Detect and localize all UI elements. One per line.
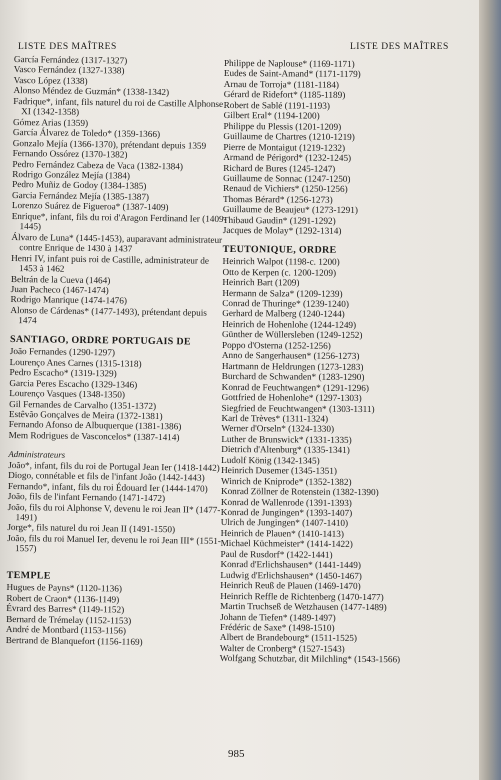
- right-column: [220, 58, 474, 666]
- list-entry: Albert de Brandebourg* (1511-1525): [219, 632, 358, 644]
- santiago-entries: [9, 346, 225, 443]
- list-entry: Gonzalo Mejía (1366-1370), prétendant depuis 1359: [12, 137, 207, 151]
- list-entry: Armand de Périgord* (1232-1245): [223, 152, 352, 163]
- list-entry: Thomas Bérard* (1256-1273): [222, 193, 333, 205]
- list-entry: Richard de Bures (1245-1247): [223, 162, 336, 174]
- list-entry: Philippe du Plessis (1201-1209): [223, 120, 342, 132]
- list-entry: Arnau de Torroja* (1181-1184): [223, 78, 339, 90]
- list-entry: Eudes de Saint-Amand* (1171-1179): [223, 68, 361, 80]
- list-entry: Fernando Ossórez (1370-1382): [12, 148, 128, 160]
- page-number: 985: [228, 748, 245, 760]
- list-entry: Guillaume de Chartres (1210-1219): [223, 131, 355, 143]
- list-entry: García Fernández (1317-1327): [13, 54, 128, 66]
- list-entry: Guillaume de Beaujeu* (1273-1291): [222, 204, 358, 216]
- list-entry: Bertrand de Blanquefort (1156-1169): [5, 634, 143, 647]
- temple-entries: [6, 582, 222, 648]
- list-entry: João, fils du roi Alphonse V, devenu le roi Jean II* (1477-1491): [7, 501, 221, 523]
- list-entry: Jacques de Molay* (1292-1314): [222, 225, 342, 237]
- list-entry: Walter de Cronberg* (1527-1543): [219, 642, 345, 654]
- list-entry: Vasco López (1338): [13, 74, 88, 86]
- list-entry: Jorge*, fils naturel du roi Jean II (1491-1550): [7, 522, 176, 535]
- right-top-entries: [223, 58, 474, 237]
- list-entry: João*, infant, fils du roi de Portugal Jean Ier (1418-1442): [8, 459, 220, 473]
- list-entry: Renaud de Vichiers* (1250-1256): [223, 183, 348, 195]
- list-entry: Konrad de Feuchtwangen* (1291-1296): [221, 381, 369, 393]
- list-entry: Bernard de Trémelay (1152-1153): [6, 613, 132, 626]
- list-entry: Luther de Brunswick* (1331-1335): [221, 433, 352, 445]
- list-entry: Thibaud Gaudin* (1291-1292): [222, 214, 336, 226]
- list-entry: Heinrich Dusemer (1345-1351): [221, 465, 337, 477]
- list-entry: Lourenço Anes Carnes (1315-1318): [9, 356, 142, 369]
- list-entry: Enrique*, infant, fils du roi d'Aragon Ferdinand Ier (1409-1445): [11, 210, 227, 232]
- left-top-entries: [10, 54, 229, 329]
- list-entry: Anno de Sangerhausen* (1256-1273): [221, 350, 360, 362]
- list-entry: Pedro Fernández Cabeza de Vaca (1382-1384): [12, 158, 184, 171]
- list-entry: Évrard des Barres* (1149-1152): [6, 603, 125, 615]
- list-entry: Konrad de Jungingen* (1393-1407): [220, 507, 353, 518]
- list-entry: Conrad de Thuringe* (1239-1240): [222, 297, 349, 309]
- list-entry: Lourenço Vasques (1348-1350): [9, 388, 125, 400]
- list-entry: Dietrich d'Altenburg* (1335-1341): [221, 444, 350, 456]
- list-entry: Alonso Méndez de Guzmán* (1338-1342): [13, 85, 170, 98]
- list-entry: Fernando Afonso de Albuquerque (1381-1386): [8, 419, 182, 432]
- list-entry: Günther de Wüllersleben (1249-1252): [222, 329, 363, 341]
- list-entry: Álvaro de Luna* (1445-1453), auparavant administrateur contre Enrique de 1430 à 1437: [11, 231, 223, 254]
- left-column: [6, 54, 229, 648]
- list-entry: Juan Pacheco (1467-1474): [10, 283, 109, 296]
- list-entry: João Fernandes (1290-1297): [9, 346, 116, 358]
- list-entry: Gottfried de Hohenlohe* (1297-1303): [221, 392, 362, 404]
- list-entry: Henri IV, infant puis roi de Castille, administrateur de 1453 à 1462: [11, 252, 210, 274]
- list-entry: Heinrich de Hohenlohe (1244-1249): [222, 318, 357, 330]
- book-edge: [479, 0, 501, 780]
- list-entry: Garcia Peres Escacho (1329-1346): [9, 377, 138, 390]
- section-title-santiago: SANTIAGO, ORDRE PORTUGAIS DE: [9, 333, 191, 348]
- list-entry: Hartmann de Heldrungen (1273-1283): [221, 360, 364, 372]
- list-entry: Gerhard de Malberg (1240-1244): [222, 308, 345, 320]
- list-entry: Pierre de Montaigut (1219-1232): [223, 141, 346, 153]
- list-entry: Gómez Arias (1359): [12, 116, 89, 128]
- administrators-heading: Administrateurs: [8, 449, 66, 461]
- list-entry: Hugues de Payns* (1120-1136): [6, 582, 123, 594]
- list-entry: Heinrich Bart (1209): [222, 277, 300, 288]
- list-entry: Siegfried de Feuchtwangen* (1303-1311): [221, 402, 375, 414]
- list-entry: Konrad de Wallenrode (1391-1393): [220, 496, 352, 508]
- list-entry: García Álvarez de Toledo* (1359-1366): [12, 127, 161, 140]
- running-header-left: LISTE DES MAÎTRES: [18, 42, 117, 52]
- teutonique-entries: [220, 256, 473, 665]
- running-header-right: LISTE DES MAÎTRES: [350, 42, 449, 52]
- list-entry: Johann de Tiefen* (1489-1497): [220, 611, 336, 623]
- list-entry: Gil Fernandes de Carvalho (1351-1372): [9, 398, 157, 411]
- list-entry: Robert de Craon* (1136-1149): [6, 592, 120, 605]
- list-entry: André de Montbard (1153-1156): [5, 624, 127, 636]
- list-entry: Martin Truchseß de Wetzhausen (1477-1489): [220, 601, 387, 613]
- list-entry: Beltrán de la Cueva (1464): [10, 273, 111, 285]
- list-entry: Hermann de Salza* (1209-1239): [222, 287, 343, 299]
- list-entry: Wolfgang Schutzbar, dit Milchling* (1543-1566): [219, 653, 401, 665]
- list-entry: Paul de Rusdorf* (1422-1441): [220, 548, 333, 560]
- list-entry: João, fils du roi Manuel Ier, devenu le roi Jean III* (1551-1557): [7, 532, 221, 554]
- administrators-entries: [7, 460, 223, 557]
- list-entry: Garcia Fernández Mejía (1385-1387): [11, 189, 150, 202]
- list-entry: Ludwig d'Erlichshausen* (1450-1467): [220, 569, 362, 581]
- list-entry: Lorenzo Suárez de Figueroa* (1387-1409): [11, 200, 169, 213]
- list-entry: Pedro Muñiz de Godoy (1384-1385): [12, 179, 147, 192]
- list-entry: Heinrich Walpot (1198-c. 1200): [222, 256, 340, 267]
- list-entry: Diogo, connétable et fils de l'infant João (1442-1443): [8, 470, 205, 483]
- list-entry: Frédéric de Saxe* (1498-1510): [219, 622, 335, 633]
- list-entry: Rodrigo Manrique (1474-1476): [10, 294, 127, 307]
- list-entry: Werner d'Orseln* (1324-1330): [221, 423, 335, 435]
- list-entry: Alonso de Cárdenas* (1477-1493), prétendant depuis 1474: [10, 304, 207, 326]
- list-entry: Heinrich Reuß de Plauen (1469-1470): [220, 580, 361, 592]
- list-entry: Otto de Kerpen (c. 1200-1209): [222, 266, 337, 278]
- list-entry: Pedro Escacho* (1319-1329): [9, 367, 117, 379]
- list-entry: Heinrich Reffle de Richtenberg (1470-1477): [220, 590, 384, 602]
- section-title-temple: TEMPLE: [6, 569, 51, 582]
- list-entry: Poppo d'Osterna (1252-1256): [221, 339, 331, 351]
- list-entry: Ludolf König (1342-1345): [221, 454, 320, 466]
- list-entry: Konrad Zöllner de Rotenstein (1382-1390): [220, 486, 379, 498]
- list-entry: Vasco Fernández (1327-1338): [13, 64, 125, 76]
- list-entry: João, fils de l'infant Fernando (1471-1472): [7, 491, 166, 504]
- list-entry: Gilbert Eral* (1194-1200): [223, 110, 320, 121]
- list-entry: Mem Rodrigues de Vasconcelos* (1387-1414): [8, 429, 180, 443]
- list-entry: Guillaume de Sonnac (1247-1250): [223, 172, 351, 184]
- list-entry: Fadrique*, infant, fils naturel du roi de Castille Alphonse XI (1342-1358): [13, 95, 224, 118]
- list-entry: Ulrich de Jungingen* (1407-1410): [220, 517, 349, 529]
- list-entry: Konrad d'Erlichshausen* (1441-1449): [220, 559, 361, 571]
- list-entry: Karl de Trèves* (1311-1324): [221, 412, 329, 424]
- list-entry: Winrich de Kniprode* (1352-1382): [221, 475, 352, 487]
- list-entry: Gérard de Ridefort* (1185-1189): [223, 89, 346, 101]
- list-entry: Burchard de Schwanden* (1283-1290): [221, 371, 365, 383]
- list-entry: Rodrigo González Mejía (1384): [12, 168, 131, 181]
- list-entry: Heinrich de Plauen* (1410-1413): [220, 527, 344, 539]
- list-entry: Fernando*, infant, fils du roi Édouard Ier (1444-1470): [7, 480, 208, 494]
- list-entry: Robert de Sablé (1191-1193): [223, 99, 330, 111]
- list-entry: Estêvão Gonçalves de Meira (1372-1381): [8, 408, 163, 422]
- list-entry: Michael Küchmeister* (1414-1422): [220, 538, 353, 550]
- section-title-teutonique: TEUTONIQUE, ORDRE: [222, 243, 337, 256]
- list-entry: Philippe de Naplouse* (1169-1171): [223, 58, 355, 69]
